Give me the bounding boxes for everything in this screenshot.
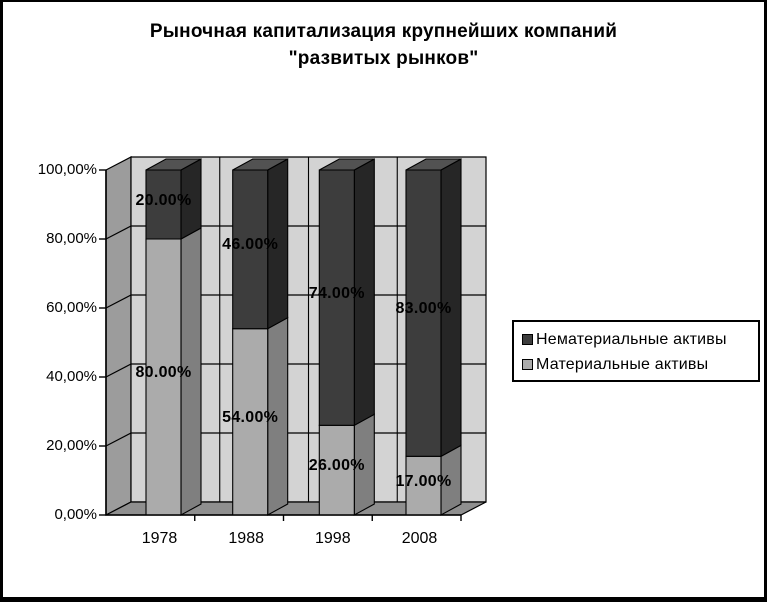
legend-swatch-tangible-icon — [522, 359, 533, 370]
legend-item-intangible — [522, 327, 758, 352]
y-axis-tick-label: 60,00% — [46, 299, 97, 316]
data-label-tangible-1988: 54.00% — [222, 408, 279, 426]
data-label-tangible-2008: 17.00% — [395, 472, 452, 490]
x-axis-category-label: 2008 — [401, 530, 438, 547]
x-axis-category-label: 1998 — [315, 530, 351, 547]
chart-title-line2: "развитых рынков" — [288, 48, 479, 69]
data-label-intangible-2008: 83.00% — [395, 300, 452, 318]
data-label-tangible-1998: 26.00% — [308, 457, 365, 475]
x-axis-category-label: 1988 — [228, 530, 264, 547]
y-axis-tick-label: 40,00% — [46, 368, 97, 385]
legend — [512, 320, 760, 382]
y-axis-tick-label: 80,00% — [46, 230, 97, 247]
y-axis-tick-label: 100,00% — [37, 161, 97, 178]
data-label-intangible-1978: 20.00% — [135, 191, 192, 209]
y-axis-tick-label: 20,00% — [46, 437, 97, 454]
chart-title-line1: Рыночная капитализация крупнейших компаний — [149, 21, 618, 42]
legend-label-intangible: Нематериальные активы — [536, 330, 727, 348]
left-wall — [106, 157, 131, 515]
data-label-tangible-1978: 80.00% — [135, 364, 192, 381]
data-label-intangible-1998: 74.00% — [308, 284, 365, 302]
legend-label-tangible: Материальные активы — [536, 355, 709, 373]
data-label-intangible-1988: 46.00% — [222, 236, 279, 254]
y-axis-tick-label: 0,00% — [54, 506, 97, 523]
x-axis-category-label: 1978 — [141, 530, 178, 547]
legend-item-tangible — [522, 352, 758, 377]
legend-swatch-intangible-icon — [522, 334, 533, 345]
